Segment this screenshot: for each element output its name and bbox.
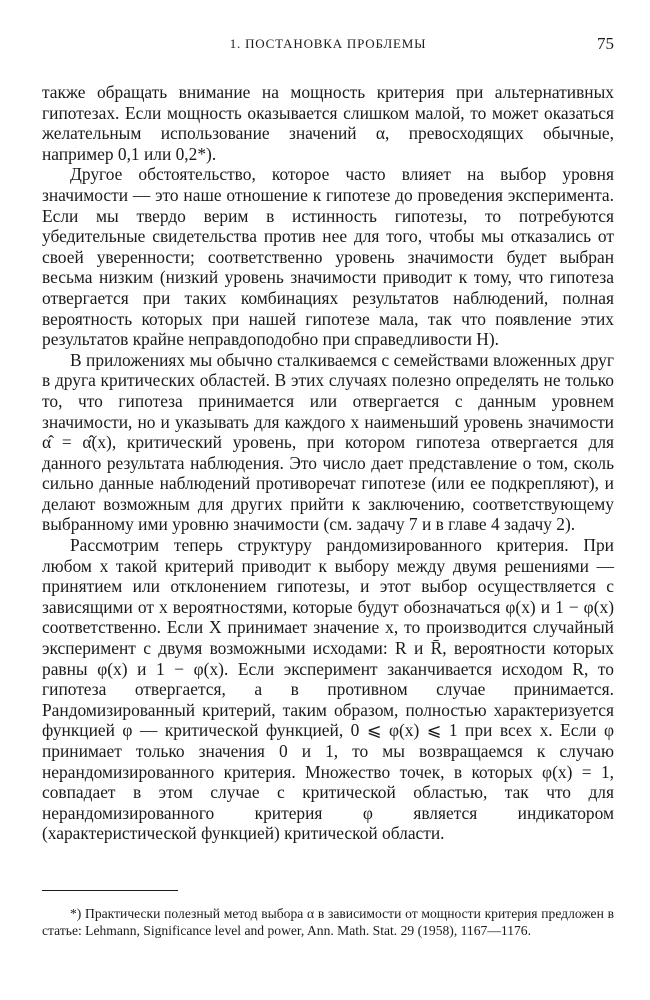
page-header bbox=[42, 34, 614, 58]
footnote: *) Практически полезный метод выбора α в зависимости от мощности критерия предложен в статье: Lehmann, Significance level and power, Ann. Math. Stat. 29 (1958), 1167—1176. bbox=[42, 906, 614, 938]
paragraph-1: также обращать внимание на мощность критерия при альтернативных гипотезах. Если мощность оказывается слишком малой, то может оказаться желательным использование значений α, превосходящих обычные, например 0,1 или 0,2*). bbox=[42, 82, 614, 164]
page-number: 75 bbox=[597, 34, 614, 53]
body-text bbox=[42, 82, 614, 844]
paragraph-2: Другое обстоятельство, которое часто влияет на выбор уровня значимости — это наше отношение к гипотезе до проведения эксперимента. Если мы твердо верим в истинность гипотезы, то потребуются убедительные свидетельства против нее для того, чтобы мы отказались от своей уверенности; соответственно уровень значимости будет выбран весьма низким (низкий уровень значимости приводит к тому, что гипотеза отвергается при таких комбинациях результатов наблюдений, полная вероятность которых при нашей гипотезе мала, так что появление этих результатов крайне неправдоподобно при справедливости H). bbox=[42, 164, 614, 350]
paragraph-4: Рассмотрим теперь структуру рандомизированного критерия. При любом x такой критерий приводит к выбору между двумя решениями — принятием или отклонением гипотезы, и этот выбор осуществляется с зависящими от x вероятностями, которые будут обозначаться φ(x) и 1 − φ(x) соответственно. Если X принимает значение x, то производится случайный эксперимент с двумя возможными исходами: R и R̄, вероятности которых равны φ(x) и 1 − φ(x). Если эксперимент заканчивается исходом R, то гипотеза отвергается, а в противном случае принимается. Рандомизированный критерий, таким образом, полностью характеризуется функцией φ — критической функцией, 0 ⩽ φ(x) ⩽ 1 при всех x. Если φ принимает только значения 0 и 1, то мы возвращаемся к случаю нерандомизированного критерия. Множество точек, в которых φ(x) = 1, совпадает в этом случае с критической областью, так что для нерандомизированного критерия φ является индикатором (характеристической функцией) критической области. bbox=[42, 535, 614, 844]
footnote-divider bbox=[42, 890, 178, 891]
paragraph-3: В приложениях мы обычно сталкиваемся с семействами вложенных друг в друга критических областей. В этих случаях полезно определять не только то, что гипотеза принимается или отвергается с данным уровнем значимости, но и указывать для каждого x наименьший уровень значимости α̂ = α̂(x), критический уровень, при котором гипотеза отвергается для данного результата наблюдения. Это число дает представление о том, сколь сильно данные наблюдений противоречат гипотезе (или ее подкрепляют), и делают возможным для других прийти к заключению, соответствующему выбранному ими уровню значимости (см. задачу 7 и в главе 4 задачу 2). bbox=[42, 349, 614, 535]
running-head: 1. ПОСТАНОВКА ПРОБЛЕМЫ bbox=[229, 36, 427, 51]
